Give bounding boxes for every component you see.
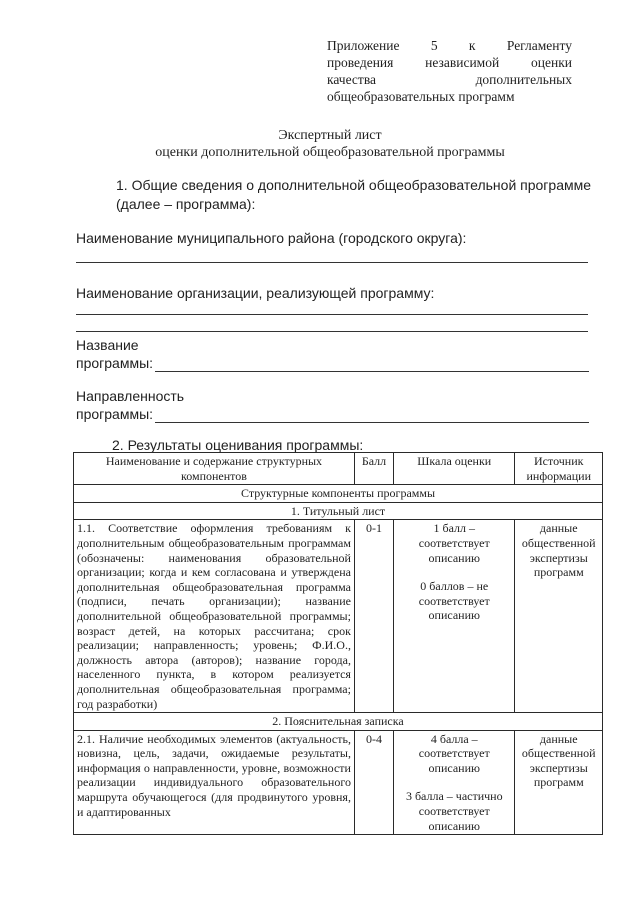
scale-cell xyxy=(394,730,515,835)
organization-label: Наименование организации, реализующей программу: xyxy=(76,285,435,301)
header-name: Наименование и содержание структурных компонентов xyxy=(74,453,355,485)
program-name-line[interactable] xyxy=(155,358,589,372)
municipality-line[interactable] xyxy=(76,262,588,263)
scale-option: 4 балла – соответствует описанию xyxy=(418,731,490,775)
section-title-row xyxy=(74,502,603,520)
criterion-text: 2.1. Наличие необходимых элементов (актуальность, новизна, цель, задачи, ожидаемые результаты, информация о направленности, уровне, возможности реализации индивидуального образовательного маршрута обучающегося (для продвинутого уровня, и адаптированных xyxy=(74,730,355,835)
annex-line: качества дополнительных xyxy=(327,72,572,87)
section-title: 2. Пояснительная записка xyxy=(74,713,603,731)
direction-label-2: программы: xyxy=(76,406,154,422)
table-row xyxy=(74,730,603,835)
header-source: Источник информации xyxy=(515,453,603,485)
annex-line: Приложение 5 к Регламенту xyxy=(327,38,572,53)
annex-note xyxy=(327,37,572,105)
score-range: 0-4 xyxy=(354,730,393,835)
section-title: 1. Титульный лист xyxy=(74,502,603,520)
scale-option: 1 балл – соответствует описанию xyxy=(418,521,490,565)
source-cell: данные общественной экспертизы программ xyxy=(515,520,603,713)
municipality-label: Наименование муниципального района (городского округа): xyxy=(76,230,467,246)
program-name-label: Название xyxy=(76,337,139,353)
table-row xyxy=(74,520,603,713)
criterion-text: 1.1. Соответствие оформления требованиям к дополнительным общеобразовательным программам (обозначены: наименования образовательной организации; когда и кем согласована и утверждена дополнительная общеобразовательная программа (подписи, печать организации); название дополнительной общеобразовательной программы; возраст детей, на которых рассчитана; срок реализации; направленность; уровень; Ф.И.О., должность автора (авторов); название города, населенного пункта, в котором реализуется дополнительная общеобразовательная программа; год разработки) xyxy=(74,520,355,713)
direction-label: Направленность xyxy=(76,388,185,404)
program-name-label-2: программы: xyxy=(76,355,154,371)
evaluation-table xyxy=(73,452,603,835)
table-header-row xyxy=(74,453,603,485)
scale-cell xyxy=(394,520,515,713)
scale-option: 0 баллов – не соответствует описанию xyxy=(418,579,490,623)
group-title-row xyxy=(74,485,603,503)
title-line: Экспертный лист xyxy=(278,128,382,143)
title-line: оценки дополнительной общеобразовательной программы xyxy=(155,145,505,160)
section1-heading: 1. Общие сведения о дополнительной общеобразовательной программе (далее – программа): xyxy=(116,177,592,212)
section2-heading: 2. Результаты оценивания программы: xyxy=(112,437,364,453)
document-title xyxy=(60,127,600,161)
section-title-row xyxy=(74,713,603,731)
direction-field xyxy=(76,387,589,423)
scale-option: 3 балла – частично соответствует описанию xyxy=(405,789,503,833)
source-cell: данные общественной экспертизы программ xyxy=(515,730,603,835)
annex-line: проведения независимой оценки xyxy=(327,55,572,70)
organization-line-1[interactable] xyxy=(76,314,588,315)
program-name-field xyxy=(76,336,589,372)
organization-line-2[interactable] xyxy=(76,331,588,332)
group-title: Структурные компоненты программы xyxy=(74,485,603,503)
header-score: Балл xyxy=(354,453,393,485)
score-range: 0-1 xyxy=(354,520,393,713)
annex-line: общеобразовательных программ xyxy=(327,89,515,104)
header-scale: Шкала оценки xyxy=(394,453,515,485)
direction-line[interactable] xyxy=(155,409,589,423)
